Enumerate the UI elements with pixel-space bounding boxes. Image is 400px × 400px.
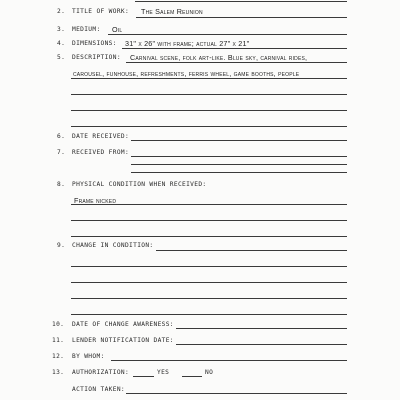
description-value-line-2: carousel, funhouse, refreshments, ferris wheel, game booths, people bbox=[73, 69, 300, 78]
description-line-1[interactable] bbox=[126, 62, 347, 63]
item-2-label: TITLE OF WORK: bbox=[72, 8, 130, 15]
received-from-line-1[interactable] bbox=[131, 156, 347, 157]
item-12-number: 12. bbox=[52, 353, 65, 360]
change-in-condition-line-3[interactable] bbox=[71, 282, 347, 283]
change-in-condition-line-1[interactable] bbox=[156, 250, 347, 251]
description-line-3[interactable] bbox=[71, 94, 347, 95]
dimensions-value: 31" x 26" with frame; actual 27" x 21" bbox=[125, 39, 250, 48]
description-line-5[interactable] bbox=[71, 126, 347, 127]
item-12-label: BY WHOM: bbox=[72, 353, 105, 360]
item-8-label: PHYSICAL CONDITION WHEN RECEIVED: bbox=[72, 181, 207, 188]
medium-value: Oil bbox=[112, 25, 123, 34]
date-received-line[interactable] bbox=[131, 140, 347, 141]
dimensions-line[interactable] bbox=[122, 48, 347, 49]
authorization-yes-label: YES bbox=[157, 369, 170, 376]
item-10-number: 10. bbox=[52, 321, 65, 328]
received-from-line-3[interactable] bbox=[131, 172, 347, 173]
authorization-no-blank[interactable] bbox=[182, 376, 202, 377]
item-5-label: DESCRIPTION: bbox=[72, 54, 121, 61]
item-13-number: 13. bbox=[52, 369, 65, 376]
by-whom-line[interactable] bbox=[111, 360, 347, 361]
medium-line[interactable] bbox=[108, 34, 347, 35]
item-8-number: 8. bbox=[57, 181, 66, 188]
item-3-number: 3. bbox=[57, 26, 66, 33]
item-11-number: 11. bbox=[52, 337, 65, 344]
authorization-no-label: NO bbox=[205, 369, 214, 376]
item-6-number: 6. bbox=[57, 133, 66, 140]
item-9-number: 9. bbox=[57, 242, 66, 249]
top-field-line bbox=[135, 1, 347, 2]
title-of-work-value: The Salem Reunion bbox=[141, 7, 203, 16]
item-2-number: 2. bbox=[57, 8, 66, 15]
item-4-number: 4. bbox=[57, 40, 66, 47]
change-in-condition-line-4[interactable] bbox=[71, 298, 347, 299]
authorization-yes-blank[interactable] bbox=[133, 376, 154, 377]
item-7-label: RECEIVED FROM: bbox=[72, 149, 130, 156]
item-5-number: 5. bbox=[57, 54, 66, 61]
item-7-number: 7. bbox=[57, 149, 66, 156]
action-taken-label: ACTION TAKEN: bbox=[72, 386, 125, 393]
change-in-condition-line-2[interactable] bbox=[71, 266, 347, 267]
physical-condition-value: Frame nicked bbox=[74, 196, 117, 205]
condition-line-3[interactable] bbox=[71, 236, 347, 237]
item-3-label: MEDIUM: bbox=[72, 26, 101, 33]
item-10-label: DATE OF CHANGE AWARENESS: bbox=[72, 321, 174, 328]
item-6-label: DATE RECEIVED: bbox=[72, 133, 130, 140]
condition-line-1[interactable] bbox=[71, 204, 347, 205]
description-value-line-1: Carnival scene, folk art-like. Blue sky, carnival rides, bbox=[130, 53, 308, 62]
change-awareness-date-line[interactable] bbox=[176, 328, 347, 329]
item-9-label: CHANGE IN CONDITION: bbox=[72, 242, 154, 249]
item-4-label: DIMENSIONS: bbox=[72, 40, 117, 47]
received-from-line-2[interactable] bbox=[131, 164, 347, 165]
condition-line-2[interactable] bbox=[71, 220, 347, 221]
action-taken-line[interactable] bbox=[126, 393, 347, 394]
item-13-label: AUTHORIZATION: bbox=[72, 369, 130, 376]
item-11-label: LENDER NOTIFICATION DATE: bbox=[72, 337, 174, 344]
description-line-4[interactable] bbox=[71, 110, 347, 111]
title-of-work-line[interactable] bbox=[136, 17, 347, 18]
change-in-condition-line-5[interactable] bbox=[71, 314, 347, 315]
description-line-2[interactable] bbox=[71, 78, 347, 79]
lender-notification-date-line[interactable] bbox=[176, 344, 347, 345]
